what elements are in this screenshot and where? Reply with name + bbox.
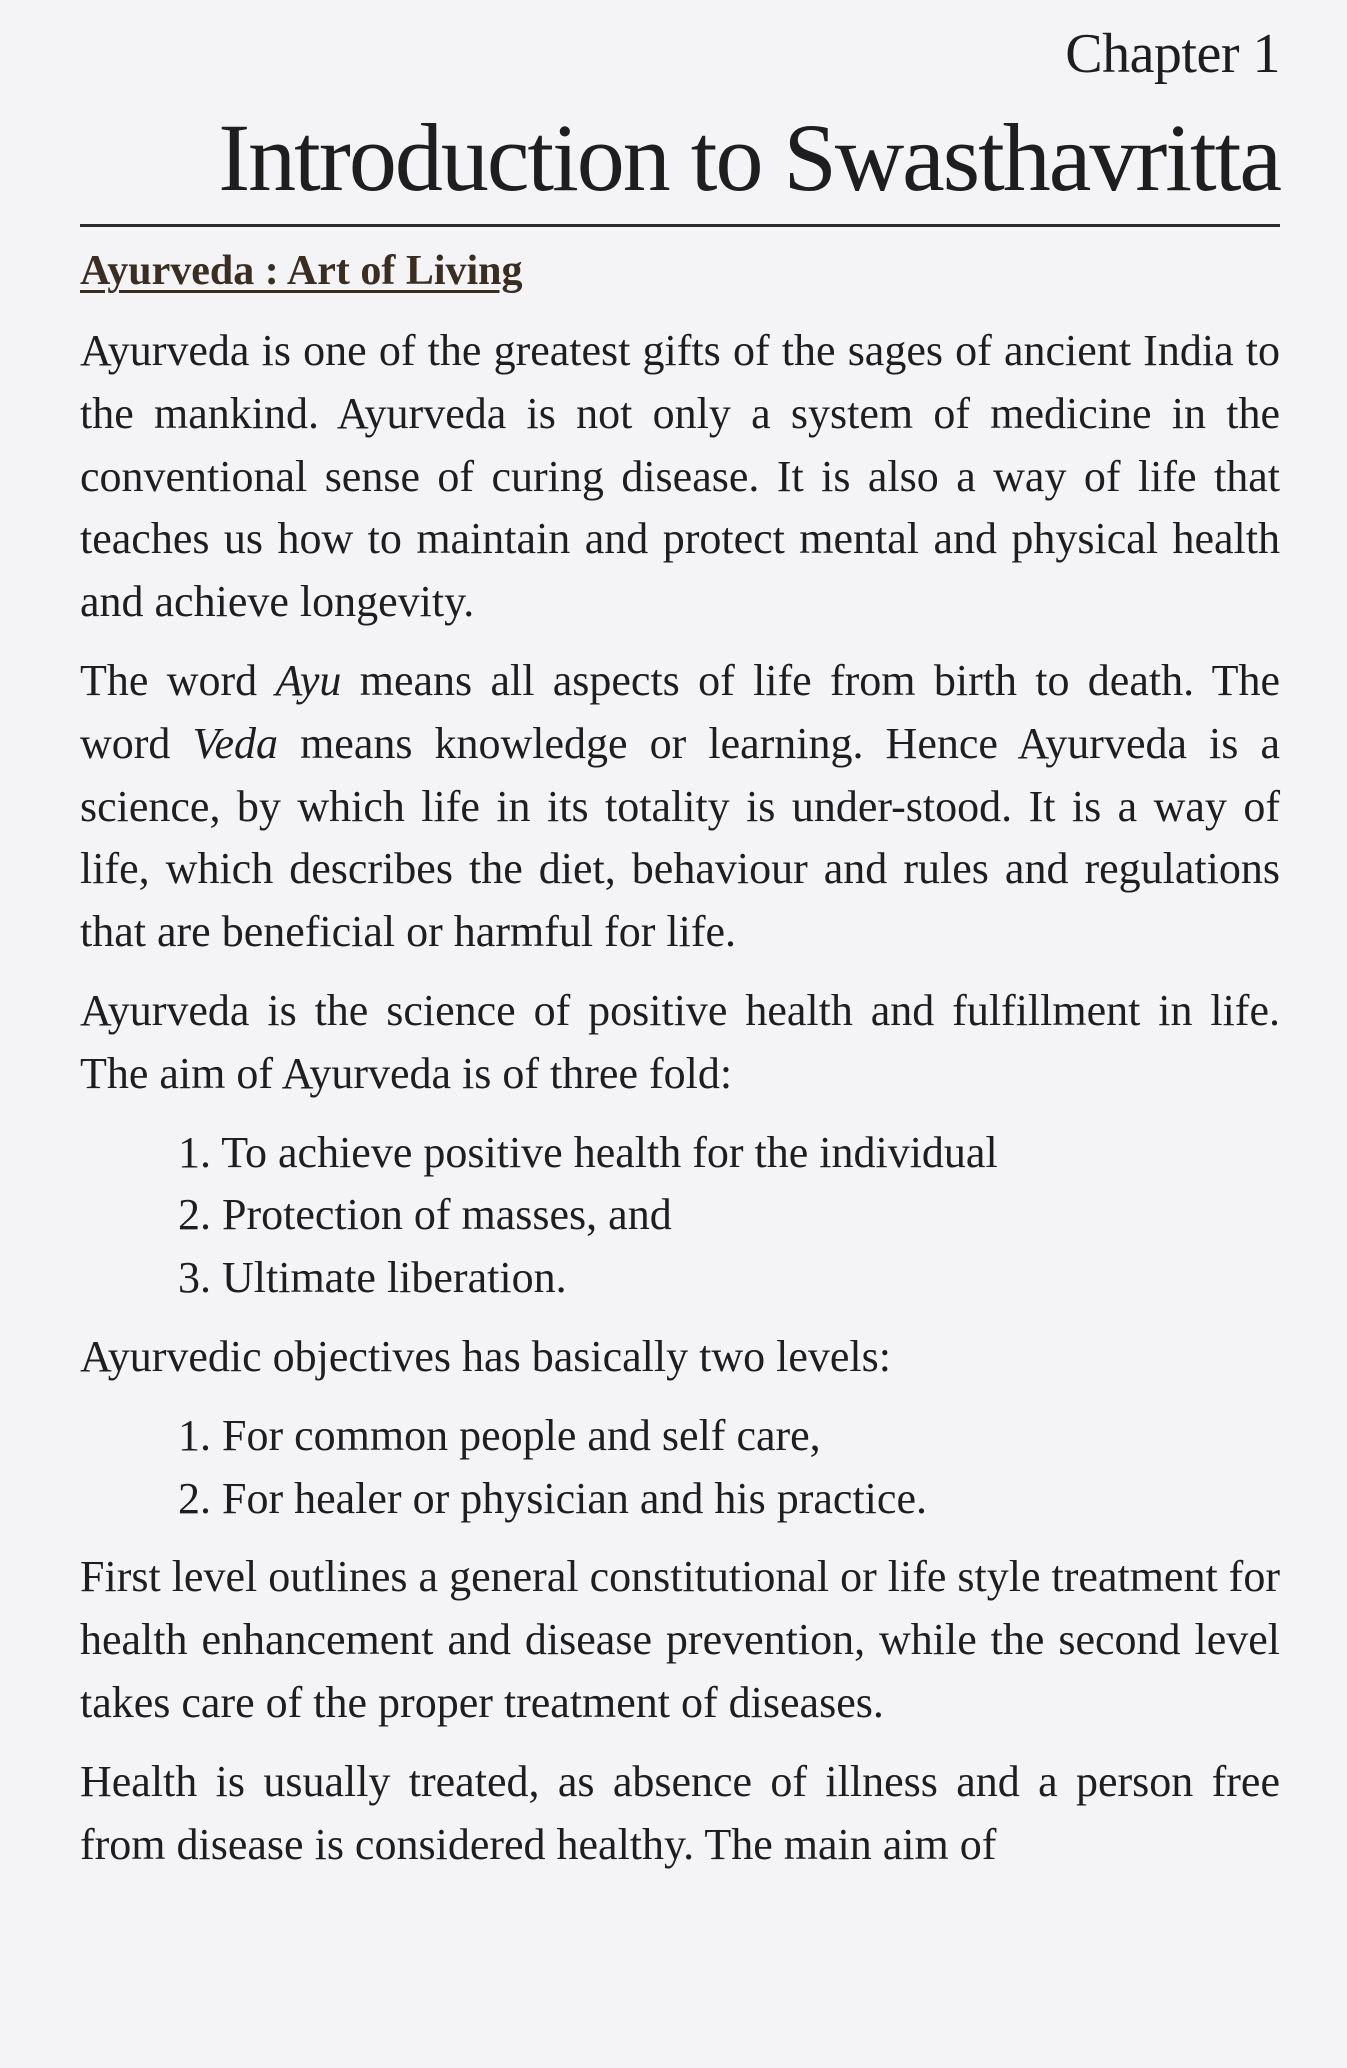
- section-heading: Ayurveda : Art of Living: [80, 248, 523, 294]
- paragraph-aims: Ayurveda is the science of positive health and fulfillment in life. The aim of Ayurveda is of three fold:: [80, 985, 1280, 1098]
- list-item: [178, 1247, 1280, 1310]
- list-item-number: 3.: [178, 1253, 211, 1303]
- paragraph-health: Health is usually treated, as absence of illness and a person free from disease is considered healthy. The main aim of: [80, 1756, 1280, 1869]
- levels-list: [80, 1405, 1280, 1531]
- body-text: [80, 320, 1280, 1892]
- list-item-text: To achieve positive health for the individual: [221, 1127, 998, 1177]
- paragraph-definition-text-b: means all aspects of life from birth to death. The word: [80, 655, 1280, 768]
- title-rule: [80, 224, 1280, 227]
- list-item-text: For common people and self care,: [222, 1410, 821, 1460]
- list-item-text: Protection of masses, and: [222, 1190, 672, 1240]
- list-item-number: 1.: [178, 1127, 211, 1177]
- paragraph-definition-text-c: means knowledge or learning. Hence Ayurveda is a science, by which life in its totality is under-stood. It is a way of life, which describes the diet, behaviour and rules and regulations that are beneficial or harmful for life.: [80, 718, 1280, 957]
- list-item-number: 2.: [178, 1190, 211, 1240]
- list-item-text: Ultimate liberation.: [222, 1253, 567, 1303]
- list-item-number: 1.: [178, 1410, 211, 1460]
- term-ayu: Ayu: [275, 655, 342, 705]
- list-item: [178, 1122, 1280, 1185]
- list-item-number: 2.: [178, 1473, 211, 1523]
- paragraph-objectives: Ayurvedic objectives has basically two levels:: [80, 1331, 891, 1381]
- list-item: [178, 1405, 1280, 1468]
- chapter-label: Chapter 1: [1065, 23, 1280, 85]
- term-veda: Veda: [192, 718, 279, 768]
- chapter-title: Introduction to Swasthavritta: [218, 104, 1280, 211]
- list-item: [178, 1184, 1280, 1247]
- list-item-text: For healer or physician and his practice.: [222, 1473, 927, 1523]
- paragraph-definition: [80, 650, 1280, 964]
- list-item: [178, 1468, 1280, 1531]
- aims-list: [80, 1122, 1280, 1310]
- paragraph-definition-text-a: The word: [80, 655, 276, 705]
- paragraph-levels: First level outlines a general constitutional or life style treatment for health enhancement and disease prevention, while the second level takes care of the proper treatment of diseases.: [80, 1552, 1280, 1727]
- paragraph-intro: Ayurveda is one of the greatest gifts of the sages of ancient India to the mankind. Ayurveda is not only a system of medicine in the conventional sense of curing disease. It is also a way of life that teaches us how to maintain and protect mental and physical health and achieve longevity.: [80, 326, 1280, 627]
